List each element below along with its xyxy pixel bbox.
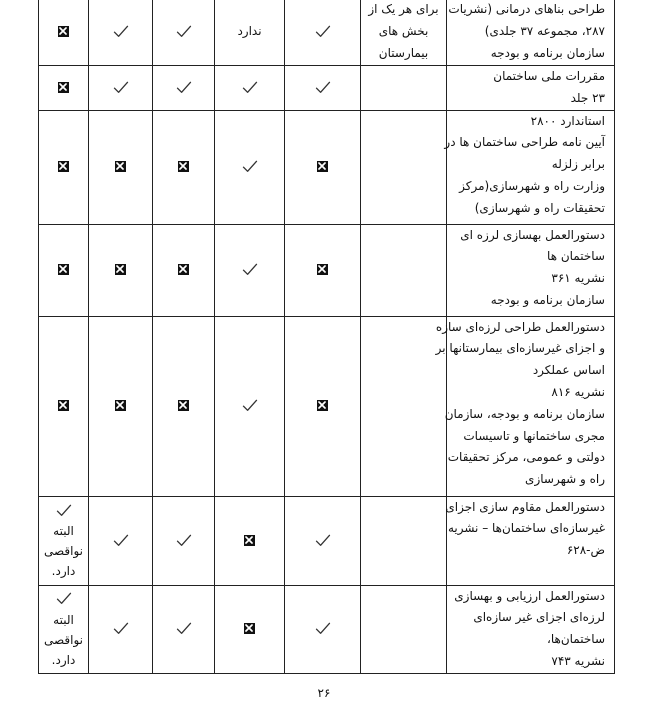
check-icon (56, 592, 72, 605)
scope-line: بیمارستان (378, 45, 429, 60)
document-line: ۲۳ جلد (570, 90, 605, 105)
document-line: لرزه‌ای اجزای غیر سازه‌ای (473, 610, 605, 625)
table-row (39, 585, 615, 673)
document-line: طراحی بناهای درمانی (نشریات (448, 2, 605, 16)
document-line: دولتی و عمومی، مرکز تحقیقات (447, 450, 605, 465)
document-line: دستورالعمل بهسازی لرزه ای (460, 227, 605, 242)
scope-cell (361, 0, 447, 66)
c3-cell (285, 585, 361, 673)
check-icon (315, 81, 331, 94)
c6-cell (89, 316, 153, 496)
boxed-x-icon (178, 400, 189, 411)
boxed-x-icon (317, 264, 328, 275)
standards-comparison-table (38, 0, 615, 674)
c3-cell (285, 496, 361, 585)
c5-cell (153, 0, 215, 66)
c4-cell (215, 585, 285, 673)
note-line: دارد. (51, 653, 76, 668)
note-block (39, 500, 88, 582)
scope-cell (361, 66, 447, 111)
c6-cell (89, 66, 153, 111)
document-cell (447, 585, 615, 673)
boxed-x-icon (115, 264, 126, 275)
document-line: ض-۶۲۸ (566, 543, 605, 558)
document-line: دستورالعمل طراحی لرزه‌ای سازه (435, 319, 605, 334)
boxed-x-icon (115, 400, 126, 411)
c4-cell (215, 224, 285, 316)
note-line: البته (53, 613, 74, 628)
table-row (39, 496, 615, 585)
boxed-x-icon (58, 26, 69, 37)
check-icon (242, 160, 258, 173)
document-line: سازمان برنامه و بودجه (490, 45, 605, 60)
note-line: نواقصی (43, 633, 84, 648)
c6-cell (89, 0, 153, 66)
check-icon (113, 81, 129, 94)
boxed-x-icon (178, 161, 189, 172)
c5-cell (153, 316, 215, 496)
document-cell (444, 110, 615, 224)
c4-cell (215, 110, 285, 224)
document-line: مجری ساختمانها و تاسیسات (463, 428, 605, 443)
check-icon (113, 25, 129, 38)
check-icon (176, 622, 192, 635)
table-row (39, 316, 615, 496)
c7-cell (39, 496, 89, 585)
check-icon (176, 534, 192, 547)
check-icon (113, 622, 129, 635)
document-line: ۲۸۷، مجموعه ۳۷ جلدی) (484, 23, 605, 38)
document-line: استاندارد ۲۸۰۰ (530, 113, 605, 128)
c3-cell (285, 66, 361, 111)
document-cell (447, 0, 615, 66)
table-row (39, 66, 615, 111)
document-line: سازمان برنامه و بودجه (490, 292, 605, 307)
check-icon (242, 399, 258, 412)
c4-cell (215, 496, 285, 585)
boxed-x-icon (317, 400, 328, 411)
c5-cell (153, 496, 215, 585)
document-line: نشریه ۷۴۳ (551, 653, 605, 668)
c6-cell (89, 496, 153, 585)
check-icon (56, 504, 72, 517)
check-icon (242, 81, 258, 94)
c5-cell (153, 585, 215, 673)
document-cell (447, 496, 615, 585)
document-line: نشریه ۳۶۱ (551, 271, 605, 286)
c7-cell (39, 110, 89, 224)
boxed-x-icon (58, 400, 69, 411)
document-line: برابر زلزله (551, 157, 605, 172)
c4-cell: ندارد (215, 0, 285, 66)
scope-line: برای هر یک از (368, 2, 439, 16)
c3-cell (285, 224, 361, 316)
document-line: اساس عملکرد (532, 363, 605, 378)
document-cell (447, 66, 615, 111)
note-line: البته (53, 524, 74, 539)
note-line: دارد. (51, 564, 76, 579)
boxed-x-icon (244, 535, 255, 546)
page-number: ۲۶ (317, 686, 331, 700)
check-icon (113, 534, 129, 547)
c6-cell (89, 224, 153, 316)
check-icon (176, 81, 192, 94)
document-line: نشریه ۸۱۶ (551, 384, 605, 399)
document-line: ساختمان ها (547, 249, 605, 264)
document-line: مقررات ملی ساختمان (493, 69, 605, 83)
table-row (39, 224, 615, 316)
c5-cell (153, 110, 215, 224)
scope-cell (361, 496, 447, 585)
boxed-x-icon (178, 264, 189, 275)
c5-cell (153, 66, 215, 111)
boxed-x-icon (58, 264, 69, 275)
scope-cell (361, 585, 447, 673)
document-cell (447, 224, 615, 316)
document-cell (435, 316, 615, 496)
c7-cell (39, 66, 89, 111)
document-line: سازمان برنامه و بودجه، سازمان (444, 406, 605, 421)
c4-cell (215, 66, 285, 111)
c5-cell (153, 224, 215, 316)
boxed-x-icon (115, 161, 126, 172)
scope-cell (361, 110, 447, 224)
c7-cell (39, 224, 89, 316)
document-line: غیرسازه‌ای ساختمان‌ها – نشریه (447, 521, 605, 536)
c6-cell (89, 110, 153, 224)
c3-cell (285, 316, 361, 496)
check-icon (315, 25, 331, 38)
document-line: راه و شهرسازی (525, 472, 605, 487)
c6-cell (89, 585, 153, 673)
table-row (39, 110, 615, 224)
c7-cell (39, 585, 89, 673)
note-block (39, 588, 88, 670)
scope-cell (361, 316, 447, 496)
document-line: وزارت راه و شهرسازی(مرکز (459, 178, 605, 193)
table-row (39, 0, 615, 66)
c7-cell (39, 0, 89, 66)
check-icon (315, 534, 331, 547)
boxed-x-icon (58, 82, 69, 93)
document-line: دستورالعمل ارزیابی و بهسازی (454, 588, 605, 603)
document-line: آیین نامه طراحی ساختمان ها در (444, 135, 605, 150)
check-icon (315, 622, 331, 635)
c3-cell (285, 110, 361, 224)
boxed-x-icon (244, 623, 255, 634)
document-line: و اجزای غیرسازه‌ای بیمارستانها بر (435, 341, 605, 356)
boxed-x-icon (58, 161, 69, 172)
scope-line: بخش های (378, 23, 429, 38)
boxed-x-icon (317, 161, 328, 172)
c4-cell (215, 316, 285, 496)
document-line: تحقیقات راه و شهرسازی) (474, 200, 605, 215)
scope-cell (361, 224, 447, 316)
check-icon (176, 25, 192, 38)
document-line: دستورالعمل مقاوم سازی اجزای (445, 499, 605, 514)
check-icon (242, 263, 258, 276)
c3-cell (285, 0, 361, 66)
c7-cell (39, 316, 89, 496)
document-line: ساختمان‌ها، (546, 632, 605, 647)
note-line: نواقصی (43, 544, 84, 559)
